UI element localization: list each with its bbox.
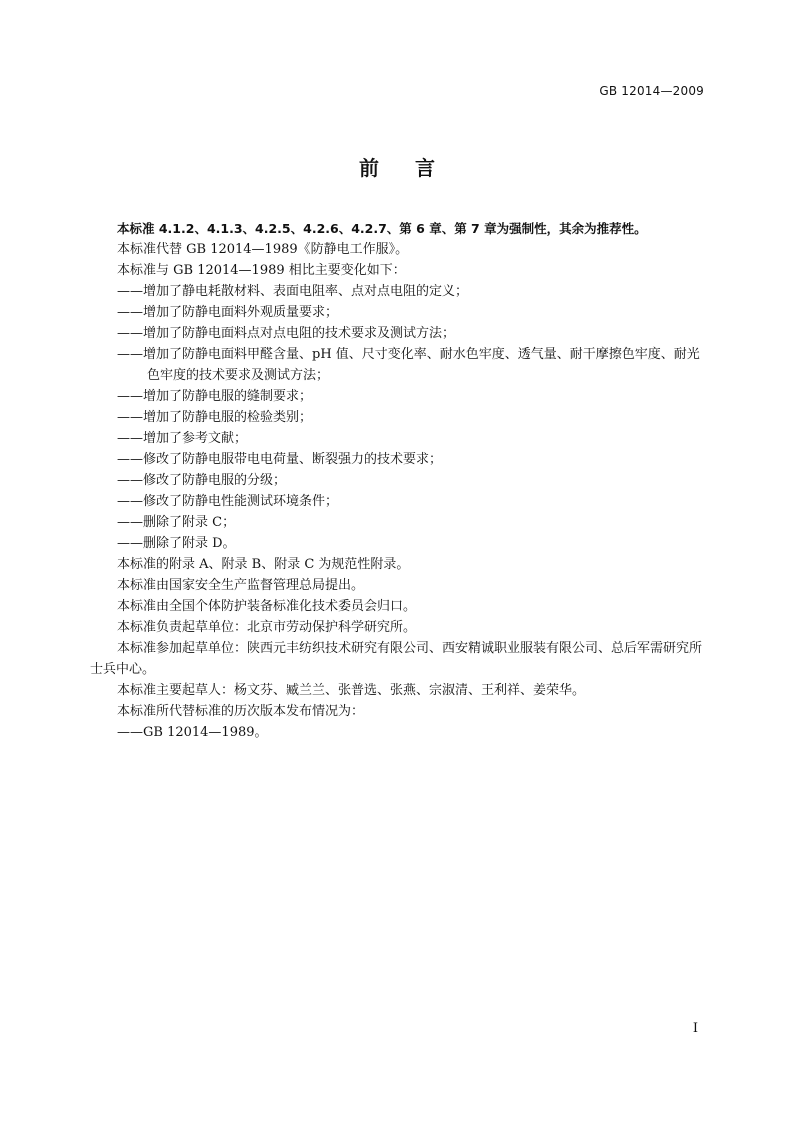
change-item: ——增加了参考文献； xyxy=(117,431,248,446)
change-item: ——删除了附录 D。 xyxy=(117,536,236,551)
paragraph-replaces: 本标准代替 GB 12014—1989《防静电工作服》。 xyxy=(117,242,409,257)
paragraph-proposed-by: 本标准由国家安全生产监督管理总局提出。 xyxy=(117,578,365,593)
page-title: 前言 xyxy=(359,156,471,180)
change-item: ——修改了防静电性能测试环境条件； xyxy=(117,494,339,509)
paragraph-drafters: 本标准主要起草人：杨文芬、臧兰兰、张普选、张燕、宗淑清、王利祥、姜荣华。 xyxy=(117,683,586,698)
change-item: ——增加了防静电面料甲醛含量、pH 值、尺寸变化率、耐水色牢度、透气量、耐干摩擦色牢度、耐光色牢度的技术要求及测试方法； xyxy=(117,347,700,383)
paragraph-changes-intro: 本标准与 GB 12014—1989 相比主要变化如下： xyxy=(117,263,406,278)
paragraph-annexes: 本标准的附录 A、附录 B、附录 C 为规范性附录。 xyxy=(117,557,410,572)
change-item: ——增加了静电耗散材料、表面电阻率、点对点电阻的定义； xyxy=(117,284,469,299)
change-item: ——删除了附录 C； xyxy=(117,515,236,530)
paragraph-drafting-unit: 本标准负责起草单位：北京市劳动保护科学研究所。 xyxy=(117,620,417,635)
page-number: I xyxy=(692,1021,698,1036)
paragraph-history-intro: 本标准所代替标准的历次版本发布情况为： xyxy=(117,704,365,719)
change-item: ——增加了防静电面料外观质量要求； xyxy=(117,305,339,320)
change-item: ——修改了防静电服的分级； xyxy=(117,473,287,488)
paragraph-participating-units: 本标准参加起草单位：陕西元丰纺织技术研究有限公司、西安精诚职业服装有限公司、总后军需研究所士兵中心。 xyxy=(90,641,703,677)
change-item: ——增加了防静电服的缝制要求； xyxy=(117,389,313,404)
paragraph-mandatory-clauses: 本标准 4.1.2、4.1.3、4.2.5、4.2.6、4.2.7、第 6 章、第 7 章为强制性，其余为推荐性。 xyxy=(117,221,647,236)
change-item: ——增加了防静电面料点对点电阻的技术要求及测试方法； xyxy=(117,326,456,341)
standard-code: GB 12014—2009 xyxy=(599,84,704,98)
history-item: ——GB 12014—1989。 xyxy=(117,725,268,740)
change-item: ——修改了防静电服带电电荷量、断裂强力的技术要求； xyxy=(117,452,443,467)
foreword-body xyxy=(90,218,706,743)
change-item: ——增加了防静电服的检验类别； xyxy=(117,410,313,425)
paragraph-administered-by: 本标准由全国个体防护装备标准化技术委员会归口。 xyxy=(117,599,417,614)
